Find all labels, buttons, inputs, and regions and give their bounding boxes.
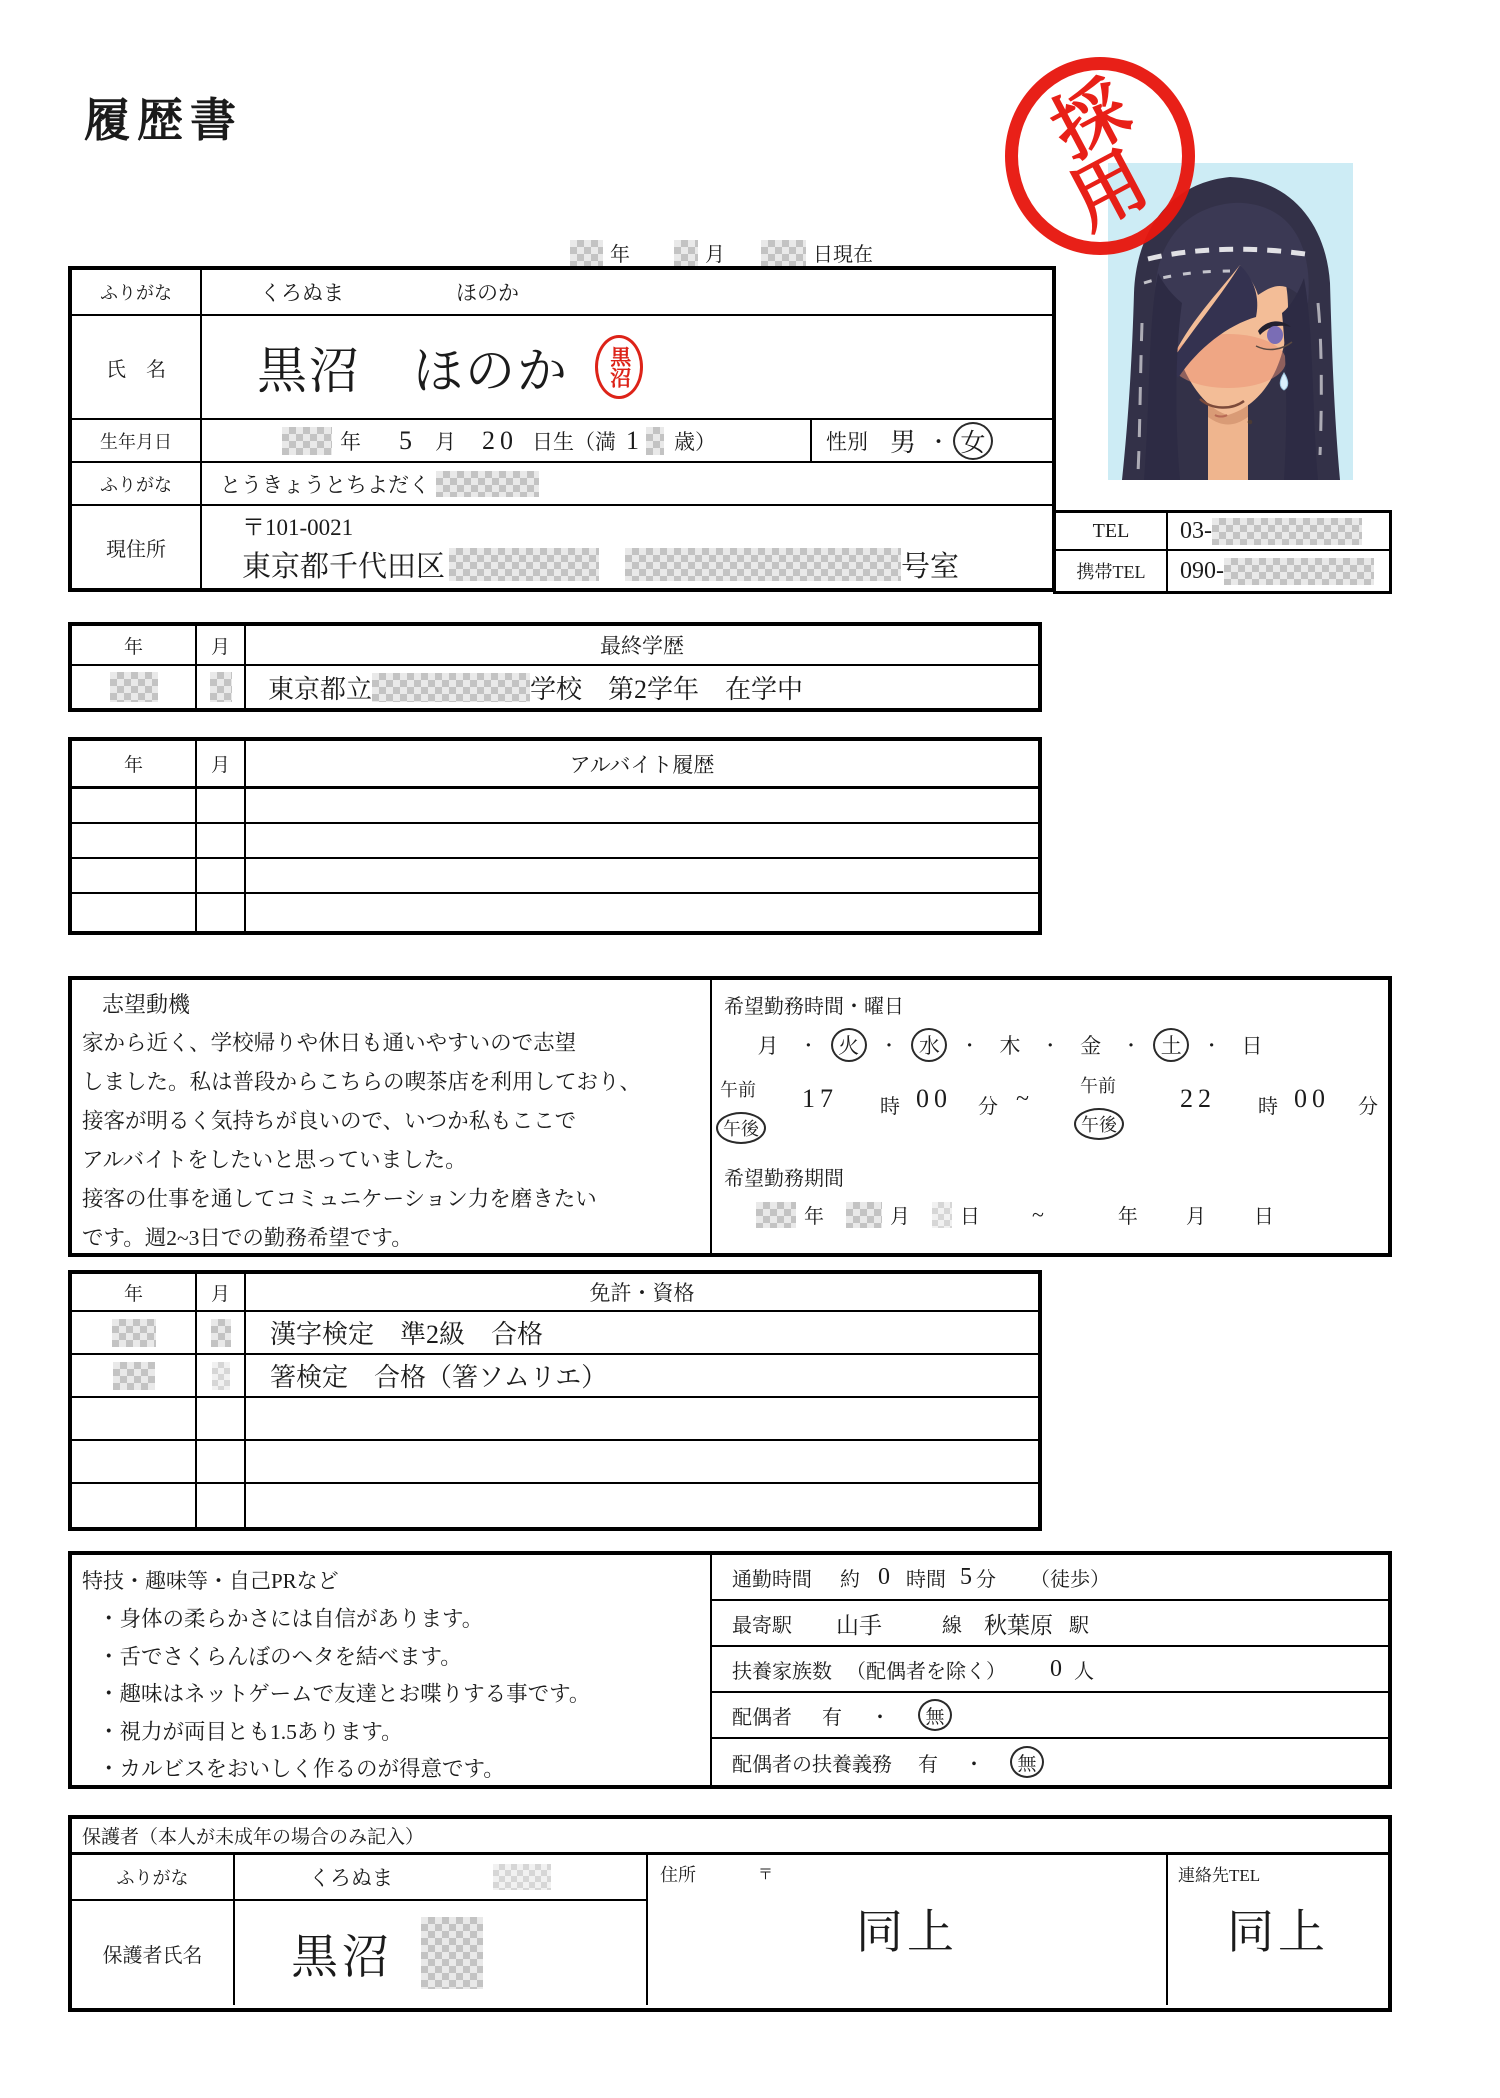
commute-about: 約 <box>840 1568 860 1591</box>
parttime-empty-row <box>72 859 1038 894</box>
date-day-current: 日現在 <box>813 244 873 266</box>
age-value: 1 <box>626 425 644 455</box>
guardian-name-label: 保護者氏名 <box>72 1901 235 2005</box>
hired-stamp-char-bottom: 用 <box>1056 136 1161 245</box>
redacted-address-furigana <box>436 471 539 497</box>
commute-hours: 0 <box>878 1563 890 1590</box>
furigana-last-name: くろぬま <box>260 281 344 305</box>
address-furigana-label: ふりがな <box>72 463 202 504</box>
spouse-dot: ・ <box>870 1706 890 1729</box>
birth-month: 5 <box>399 425 417 455</box>
commute-method: （徒歩） <box>1030 1568 1110 1591</box>
redacted-birth-year <box>282 427 332 455</box>
education-year-header: 年 <box>72 626 197 664</box>
pr-item: ・身体の柔らかさには自信があります。 <box>98 1607 484 1631</box>
redacted-guardian-given-name <box>421 1917 483 1989</box>
tel-label: TEL <box>1056 513 1168 549</box>
start-pm-label-circled: 午後 <box>716 1112 766 1144</box>
station-line-name: 山手 <box>836 1612 882 1638</box>
page-title: 履歴書 <box>84 95 243 146</box>
licenses-table <box>68 1270 1042 1531</box>
mobile-tel-label: 携帯TEL <box>1056 551 1168 591</box>
pr-item: ・趣味はネットゲームで友達とお喋りする事です。 <box>98 1682 591 1706</box>
preferred-days-row <box>750 1028 1270 1062</box>
pr-item: ・視力が両目とも1.5あります。 <box>98 1719 403 1744</box>
motivation-line: アルバイトをしたいと思っていました。 <box>82 1148 467 1172</box>
parttime-history-table <box>68 737 1042 935</box>
birth-day-prefix: 日生（満 <box>532 429 616 454</box>
end-pm-label-circled: 午後 <box>1074 1108 1124 1140</box>
guardian-postal-mark: 〒 <box>758 1867 774 1883</box>
start-am-label: 午前 <box>720 1080 756 1100</box>
commute-minutes-unit: 分 <box>976 1568 996 1591</box>
pr-title: 特技・趣味等・自己PRなど <box>82 1569 339 1593</box>
dependents-count: 0 <box>1050 1655 1062 1682</box>
redacted-period-month <box>846 1202 882 1228</box>
day-sun: 日 <box>1241 1034 1263 1058</box>
redacted-license-year <box>112 1319 156 1347</box>
personal-info-table <box>68 266 1056 592</box>
day-wed-circled: 水 <box>911 1028 947 1062</box>
redacted-year-value <box>570 240 603 266</box>
redacted-school-name <box>372 673 530 702</box>
spouse-yes: 有 <box>822 1706 842 1729</box>
redacted-license-month <box>212 1362 230 1390</box>
redacted-month-value <box>674 240 698 266</box>
pr-item: ・舌でさくらんぼのヘタを結べます。 <box>98 1644 462 1669</box>
station-name: 秋葉原 <box>984 1612 1053 1638</box>
spouse-support-dot: ・ <box>964 1753 984 1776</box>
guardian-header: 保護者（本人が未成年の場合のみ記入） <box>72 1819 1388 1855</box>
period-month-unit-2: 月 <box>1185 1206 1206 1228</box>
redacted-license-year <box>113 1362 155 1390</box>
spouse-row <box>712 1693 1388 1739</box>
parttime-empty-row <box>72 789 1038 824</box>
license-empty-row <box>72 1484 1038 1527</box>
gender-male: 男 <box>890 428 917 457</box>
redacted-period-year <box>756 1202 796 1228</box>
motivation-line: しました。私は普段からこちらの喫茶店を利用しており、 <box>82 1070 642 1094</box>
redacted-day-value <box>761 240 806 266</box>
postal-code: 〒101-0021 <box>242 515 354 540</box>
license-row-text: 漢字検定 準2級 合格 <box>270 1320 544 1349</box>
period-row <box>756 1200 1274 1229</box>
motivation-cell <box>72 980 712 1253</box>
gender-label: 性別 <box>826 429 868 454</box>
nearest-station-row <box>712 1601 1388 1647</box>
license-row-text: 箸検定 合格（箸ソムリエ） <box>270 1363 608 1392</box>
parttime-year-header: 年 <box>72 741 197 786</box>
address-room-suffix: 号室 <box>901 551 960 583</box>
school-prefix: 東京都立 <box>268 674 373 704</box>
mobile-tel-prefix: 090- <box>1180 557 1224 584</box>
redacted-age-digit <box>646 427 664 455</box>
parttime-empty-row <box>72 894 1038 931</box>
spouse-support-label: 配偶者の扶養義務 <box>732 1753 892 1776</box>
spouse-no-circled: 無 <box>918 1699 952 1731</box>
dependents-label: 扶養家族数 <box>732 1660 832 1683</box>
phone-table <box>1053 510 1392 594</box>
pr-cell <box>72 1555 712 1785</box>
parttime-month-header: 月 <box>197 741 246 786</box>
spouse-support-row <box>712 1739 1388 1785</box>
guardian-section <box>68 1815 1392 2012</box>
end-hour: 22 <box>1180 1084 1216 1113</box>
guardian-furigana-label: ふりがな <box>72 1855 235 1899</box>
motivation-line: 接客の仕事を通してコミュニケーション力を磨きたい <box>82 1187 597 1211</box>
station-unit: 駅 <box>1069 1614 1089 1637</box>
day-separator: ・ <box>1041 1036 1060 1056</box>
redacted-period-day <box>932 1202 952 1228</box>
date-month-unit: 月 <box>705 244 725 266</box>
work-preference-cell <box>712 980 1388 1253</box>
redacted-tel-number <box>1212 518 1362 545</box>
parttime-empty-row <box>72 824 1038 859</box>
guardian-furigana-value: くろぬま <box>309 1866 393 1890</box>
address-furigana-value: とうきょうとちよだく <box>220 472 430 497</box>
work-preference-title: 希望勤務時間・曜日 <box>724 996 904 1018</box>
guardian-address-ditto: 同上 <box>856 1907 958 1959</box>
hired-stamp-text <box>1038 66 1161 245</box>
name-seal-stamp: 黒沼 <box>595 335 643 399</box>
birth-year-unit: 年 <box>340 429 361 454</box>
spouse-support-no-circled: 無 <box>1010 1746 1044 1778</box>
license-empty-row <box>72 1441 1038 1484</box>
gender-dot: ・ <box>928 429 950 454</box>
motivation-line: です。週2~3日での勤務希望です。 <box>82 1226 413 1250</box>
guardian-tel-cell <box>1168 1855 1388 2005</box>
day-separator: ・ <box>1202 1036 1221 1056</box>
station-line-unit: 線 <box>942 1614 962 1637</box>
period-year-unit-2: 年 <box>1117 1206 1138 1228</box>
time-range-tilde: ~ <box>1016 1086 1029 1112</box>
date-line <box>570 238 873 267</box>
dependents-note: （配偶者を除く） <box>846 1660 1006 1683</box>
guardian-address-label: 住所 <box>660 1865 696 1885</box>
birthdate-label: 生年月日 <box>72 420 202 461</box>
spouse-label: 配偶者 <box>732 1706 792 1729</box>
address-label: 現住所 <box>72 506 202 588</box>
pr-section <box>68 1551 1392 1789</box>
hired-stamp-char-top: 採 <box>1038 66 1144 175</box>
tel-prefix: 03- <box>1180 517 1212 544</box>
dependents-row <box>712 1647 1388 1693</box>
name-value: 黒沼 ほのか <box>257 343 569 399</box>
day-separator: ・ <box>799 1036 818 1056</box>
day-thu: 木 <box>999 1034 1021 1058</box>
start-hour-unit: 時 <box>880 1096 900 1118</box>
date-year-unit: 年 <box>610 244 630 266</box>
birth-day: 20 <box>482 425 518 455</box>
license-empty-row <box>72 1398 1038 1441</box>
period-day-unit-2: 日 <box>1253 1206 1274 1228</box>
commute-cell <box>712 1555 1388 1785</box>
pr-item: ・カルビスをおいしく作るのが得意です。 <box>98 1757 505 1781</box>
name-label: 氏 名 <box>72 316 202 418</box>
spouse-support-yes: 有 <box>918 1753 938 1776</box>
licenses-month-header: 月 <box>197 1274 246 1310</box>
guardian-name-value: 黒沼 <box>291 1931 393 1984</box>
gender-female-circled: 女 <box>953 422 993 460</box>
period-tilde: ~ <box>1032 1201 1044 1227</box>
redacted-address-1 <box>449 548 599 581</box>
furigana-first-name: ほのか <box>456 281 519 305</box>
parttime-header: アルバイト履歴 <box>569 752 715 777</box>
school-suffix: 学校 第2学年 在学中 <box>530 674 804 704</box>
commute-minutes: 5 <box>960 1563 972 1590</box>
start-minute: 00 <box>916 1084 952 1113</box>
motivation-line: 接客が明るく気持ちが良いので、いつか私もここで <box>82 1109 577 1133</box>
address-city: 東京都千代田区 <box>242 551 446 583</box>
day-fri: 金 <box>1080 1034 1102 1058</box>
hired-stamp <box>1005 57 1195 255</box>
redacted-edu-year <box>110 672 158 702</box>
day-mon: 月 <box>757 1034 779 1058</box>
start-minute-unit: 分 <box>978 1096 998 1118</box>
guardian-tel-label: 連絡先TEL <box>1178 1866 1261 1885</box>
education-table <box>68 622 1042 712</box>
end-hour-unit: 時 <box>1258 1096 1278 1118</box>
start-hour: 17 <box>802 1084 838 1113</box>
education-header: 最終学歴 <box>600 634 684 658</box>
commute-time-label: 通勤時間 <box>732 1568 812 1591</box>
redacted-guardian-furigana <box>493 1864 551 1890</box>
commute-time-row <box>712 1555 1388 1601</box>
end-minute-unit: 分 <box>1358 1096 1378 1118</box>
day-sat-circled: 土 <box>1153 1028 1189 1062</box>
guardian-address-cell <box>648 1855 1168 2005</box>
redacted-license-month <box>211 1319 231 1347</box>
birth-month-unit: 月 <box>435 429 456 454</box>
period-day-unit: 日 <box>960 1206 980 1228</box>
day-separator: ・ <box>1121 1036 1140 1056</box>
licenses-header: 免許・資格 <box>589 1281 695 1305</box>
furigana-label: ふりがな <box>72 270 202 314</box>
education-month-header: 月 <box>197 626 246 664</box>
motivation-section <box>68 976 1392 1257</box>
commute-hours-unit: 時間 <box>906 1568 946 1591</box>
motivation-line: 家から近く、学校帰りや休日も通いやすいので志望 <box>82 1031 577 1055</box>
age-close: 歳） <box>674 429 716 454</box>
station-label: 最寄駅 <box>732 1614 792 1637</box>
end-minute: 00 <box>1294 1084 1330 1113</box>
licenses-year-header: 年 <box>72 1274 197 1310</box>
guardian-tel-ditto: 同上 <box>1227 1907 1329 1959</box>
redacted-mobile-number <box>1224 558 1374 585</box>
redacted-address-2 <box>625 548 901 581</box>
period-title: 希望勤務期間 <box>724 1168 844 1190</box>
motivation-title: 志望動機 <box>102 992 191 1017</box>
day-separator: ・ <box>960 1036 979 1056</box>
dependents-unit: 人 <box>1074 1660 1094 1683</box>
day-separator: ・ <box>879 1036 898 1056</box>
day-tue-circled: 火 <box>831 1028 867 1062</box>
redacted-edu-month <box>210 672 232 702</box>
period-month-unit: 月 <box>890 1206 910 1228</box>
period-year-unit: 年 <box>804 1206 824 1228</box>
end-am-label: 午前 <box>1080 1076 1116 1096</box>
